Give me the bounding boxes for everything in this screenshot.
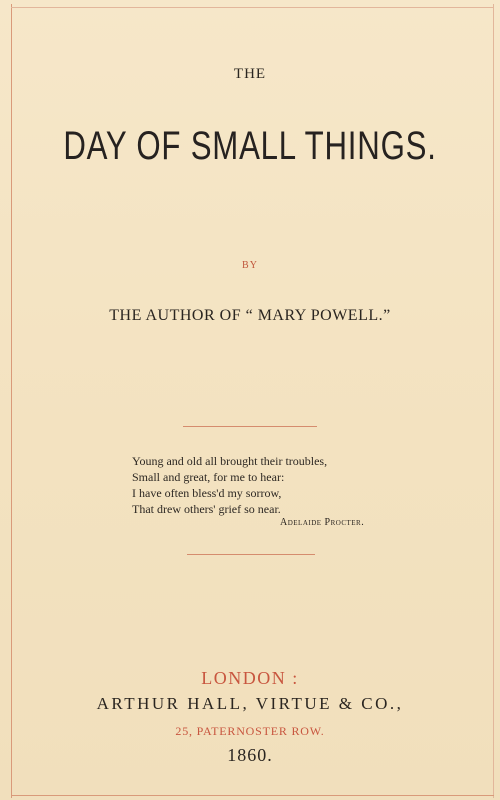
title-article: THE	[233, 66, 267, 82]
divider-upper	[183, 426, 317, 427]
epigraph-line: I have often bless'd my sorrow,	[132, 486, 282, 500]
imprint-publisher: ARTHUR HALL, VIRTUE & CO.,	[96, 694, 404, 713]
imprint-city: LONDON :	[201, 668, 299, 688]
divider-lower	[187, 554, 315, 555]
border-rule-bottom	[11, 795, 494, 796]
imprint-address: 25, PATERNOSTER ROW.	[175, 724, 325, 738]
epigraph-line: Small and great, for me to hear:	[132, 470, 285, 484]
epigraph	[132, 453, 327, 517]
epigraph-attribution: Adelaide Procter.	[280, 517, 365, 528]
author-line: THE AUTHOR OF “ MARY POWELL.”	[109, 307, 391, 324]
imprint-year: 1860.	[227, 745, 273, 765]
book-title: DAY OF SMALL THINGS.	[63, 124, 437, 168]
epigraph-line: Young and old all brought their troubles,	[132, 454, 328, 468]
epigraph-line: That drew others' grief so near.	[132, 502, 281, 516]
border-rule-top	[11, 7, 494, 8]
by-line: BY	[242, 260, 258, 271]
